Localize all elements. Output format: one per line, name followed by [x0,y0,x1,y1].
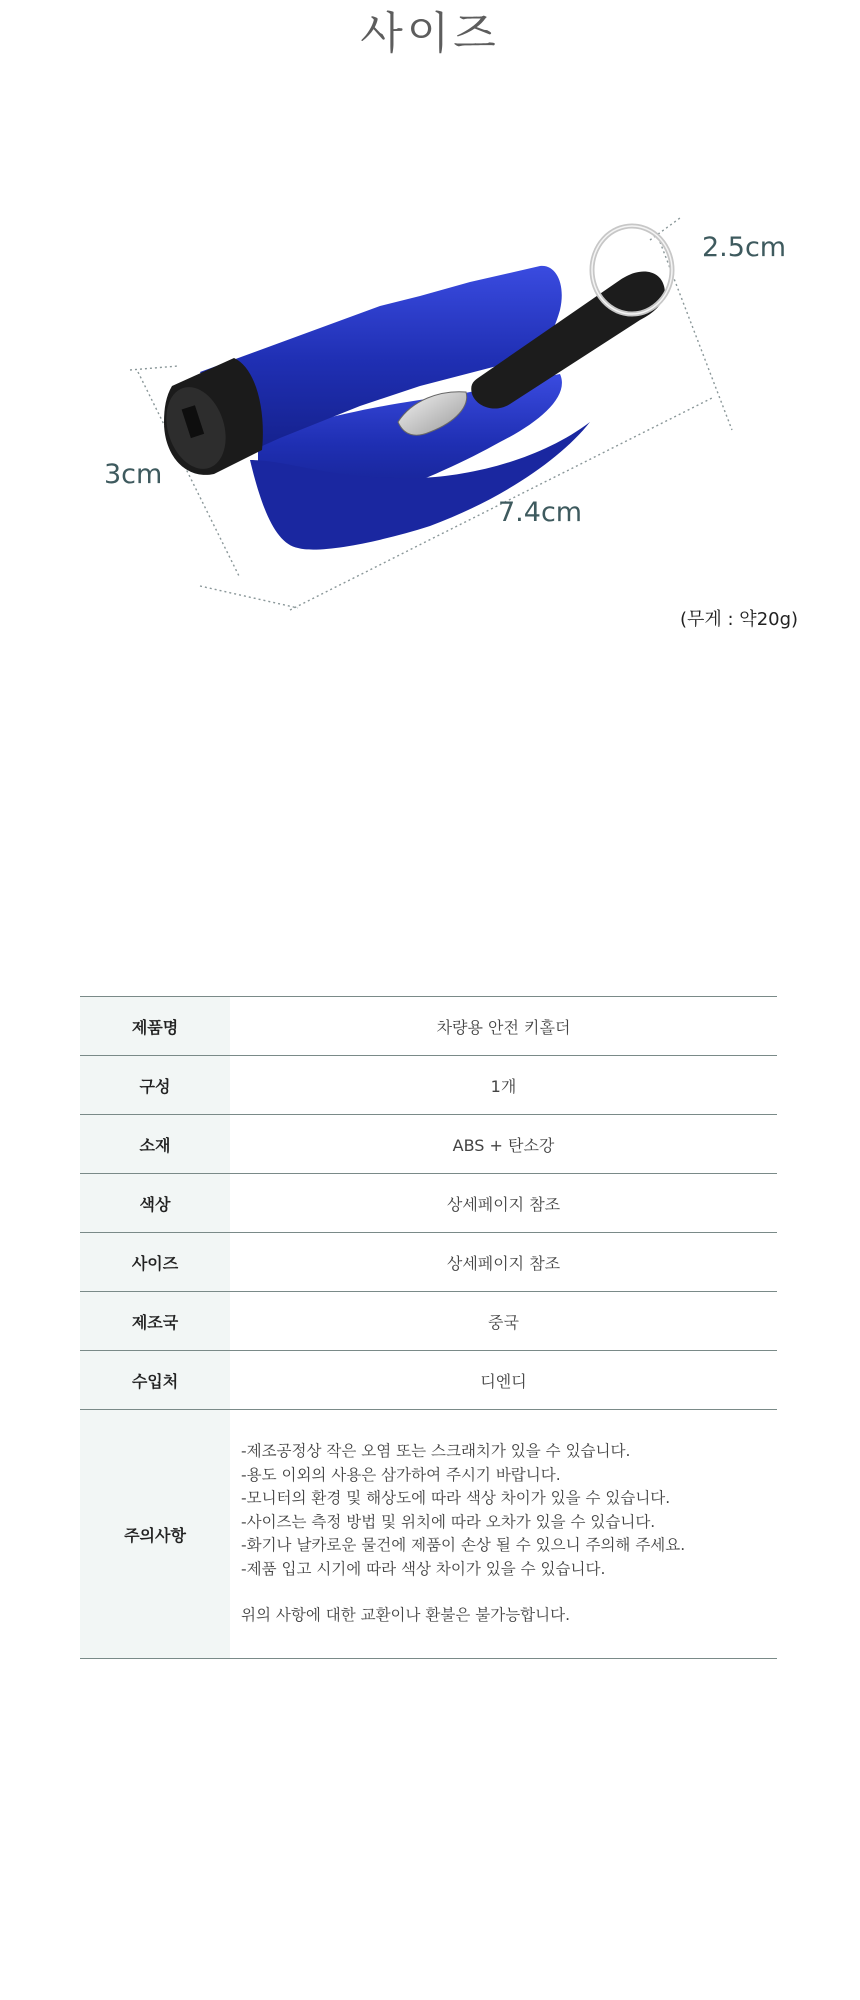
spec-label: 소재 [80,1115,230,1174]
notes-line: -용도 이외의 사용은 삼가하여 주시기 바랍니다. [241,1465,561,1484]
spec-value: 1개 [490,1076,517,1096]
spec-value: 차량용 안전 키홀더 [436,1017,571,1037]
notes-line: -화기나 날카로운 물건에 제품이 손상 될 수 있으니 주의해 주세요. [241,1536,686,1555]
product-image [0,160,860,660]
height-dimension-label: 3cm [104,459,163,490]
notes-line: -모니터의 환경 및 해상도에 따라 색상 차이가 있을 수 있습니다. [241,1489,671,1508]
length-dimension-label: 7.4cm [498,497,583,528]
spec-label: 수입처 [80,1351,230,1410]
notes-spacer [241,1581,777,1604]
spec-label: 구성 [80,1056,230,1115]
spec-row-country [80,1292,777,1351]
ring-dimension-label: 2.5cm [702,232,787,263]
spec-value: 중국 [488,1312,519,1332]
spec-table [80,996,777,1659]
notes-footer: 위의 사항에 대한 교환이나 환불은 불가능합니다. [241,1606,571,1625]
spec-label: 색상 [80,1174,230,1233]
spec-row-material [80,1115,777,1174]
spec-value: 디엔디 [480,1371,527,1391]
weight-note: (무게 : 약20g) [680,609,799,630]
spec-label: 주의사항 [80,1410,230,1659]
page-title: 사이즈 [360,8,500,59]
spec-label: 제조국 [80,1292,230,1351]
notes-line: -제품 입고 시기에 따라 색상 차이가 있을 수 있습니다. [241,1559,606,1578]
spec-row-product-name [80,997,777,1056]
notes-line: -사이즈는 측정 방법 및 위치에 따라 오차가 있을 수 있습니다. [241,1512,656,1531]
height-extension-line [130,366,178,370]
spec-row-notes [80,1410,777,1659]
notes-line: -제조공정상 작은 오염 또는 스크래치가 있을 수 있습니다. [241,1442,631,1461]
spec-value: 상세페이지 참조 [446,1194,561,1214]
spec-row-size [80,1233,777,1292]
length-extension-line [200,586,298,608]
spec-label: 제품명 [80,997,230,1056]
product-illustration [0,160,860,660]
spec-row-composition [80,1056,777,1115]
spec-row-color [80,1174,777,1233]
spec-value: 상세페이지 참조 [446,1253,561,1273]
notes-content [230,1410,777,1659]
spec-label: 사이즈 [80,1233,230,1292]
spec-value: ABS + 탄소강 [452,1135,555,1155]
spec-row-importer [80,1351,777,1410]
